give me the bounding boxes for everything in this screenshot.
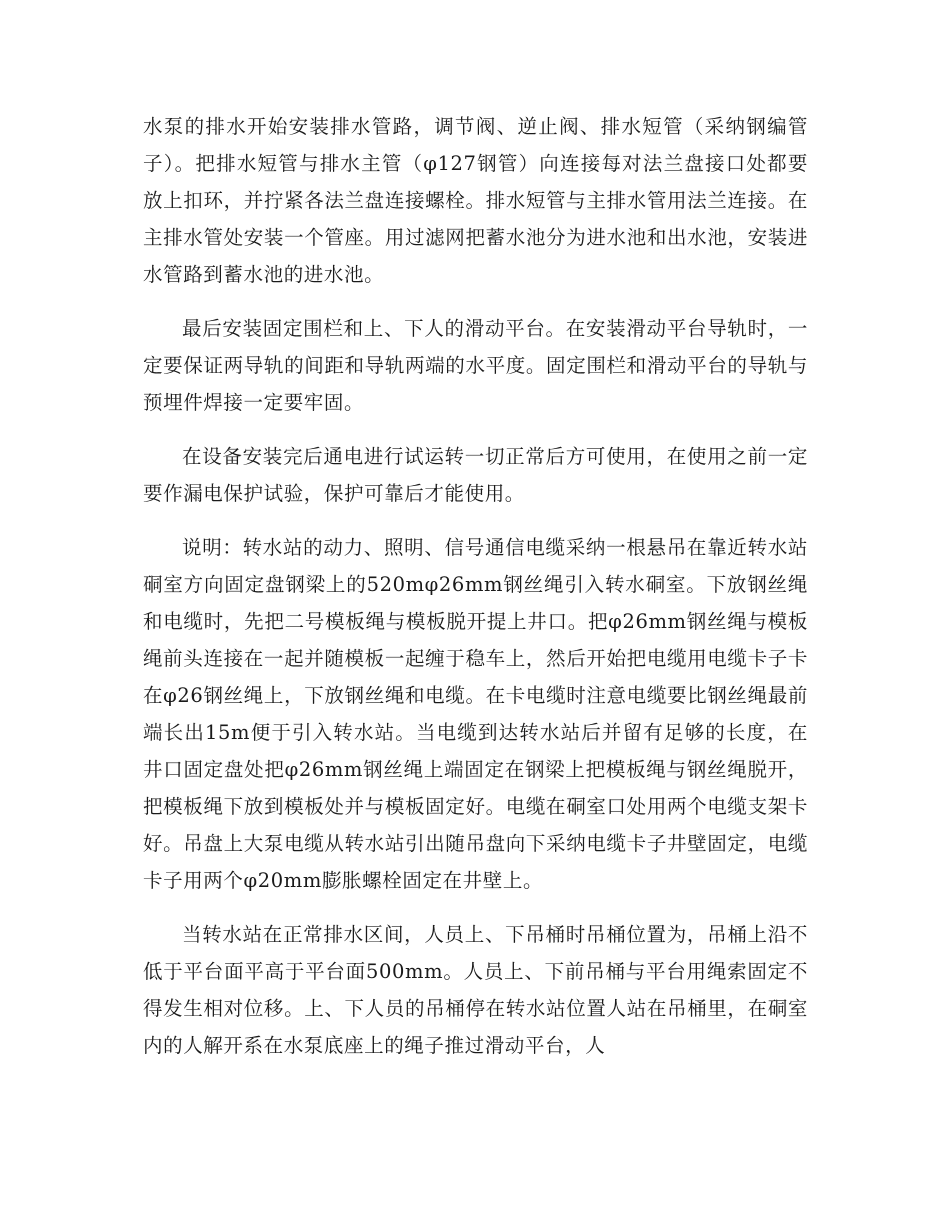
paragraph-cable-explanation: 说明：转水站的动力、照明、信号通信电缆采纳一根悬吊在靠近转水站硐室方向固定盘钢梁上的520mφ26mm钢丝绳引入转水硐室。下放钢丝绳和电缆时，先把二号模板绳与模板脱开提上井口。把φ26mm钢丝绳与模板绳前头连接在一起并随模板一起缠于稳车上，然后开始把电缆用电缆卡子卡在φ26钢丝绳上，下放钢丝绳和电缆。在卡电缆时注意电缆要比钢丝绳最前端长出15m便于引入转水站。当电缆到达转水站后并留有足够的长度，在井口固定盘处把φ26mm钢丝绳上端固定在钢梁上把模板绳与钢丝绳脱开，把模板绳下放到模板处并与模板固定好。电缆在硐室口处用两个电缆支架卡好。吊盘上大泵电缆从转水站引出随吊盘向下采纳电缆卡子井壁固定，电缆卡子用两个φ20mm膨胀螺栓固定在井壁上。: [143, 536, 808, 892]
paragraph-trial-run: 在设备安装完后通电进行试运转一切正常后方可使用，在使用之前一定要作漏电保护试验，保护可靠后才能使用。: [143, 445, 808, 505]
document-body: [143, 108, 808, 1081]
paragraph-drainage-pipes: 水泵的排水开始安装排水管路，调节阀、逆止阀、排水短管（采纳钢编管子）。把排水短管与排水主管（φ127钢管）向连接每对法兰盘接口处都要放上扣环，并拧紧各法兰盘连接螺栓。排水短管与主排水管用法兰连接。在主排水管处安装一个管座。用过滤网把蓄水池分为进水池和出水池，安装进水管路到蓄水池的进水池。: [143, 115, 808, 286]
paragraph-bucket-position: 当转水站在正常排水区间，人员上、下吊桶时吊桶位置为，吊桶上沿不低于平台面平高于平台面500mm。人员上、下前吊桶与平台用绳索固定不得发生相对位移。上、下人员的吊桶停在转水站位置人站在吊桶里，在硐室内的人解开系在水泵底座上的绳子推过滑动平台，人: [143, 923, 808, 1057]
paragraph-guardrail-platform: 最后安装固定围栏和上、下人的滑动平台。在安装滑动平台导轨时，一定要保证两导轨的间距和导轨两端的水平度。固定围栏和滑动平台的导轨与预埋件焊接一定要牢固。: [143, 317, 808, 414]
